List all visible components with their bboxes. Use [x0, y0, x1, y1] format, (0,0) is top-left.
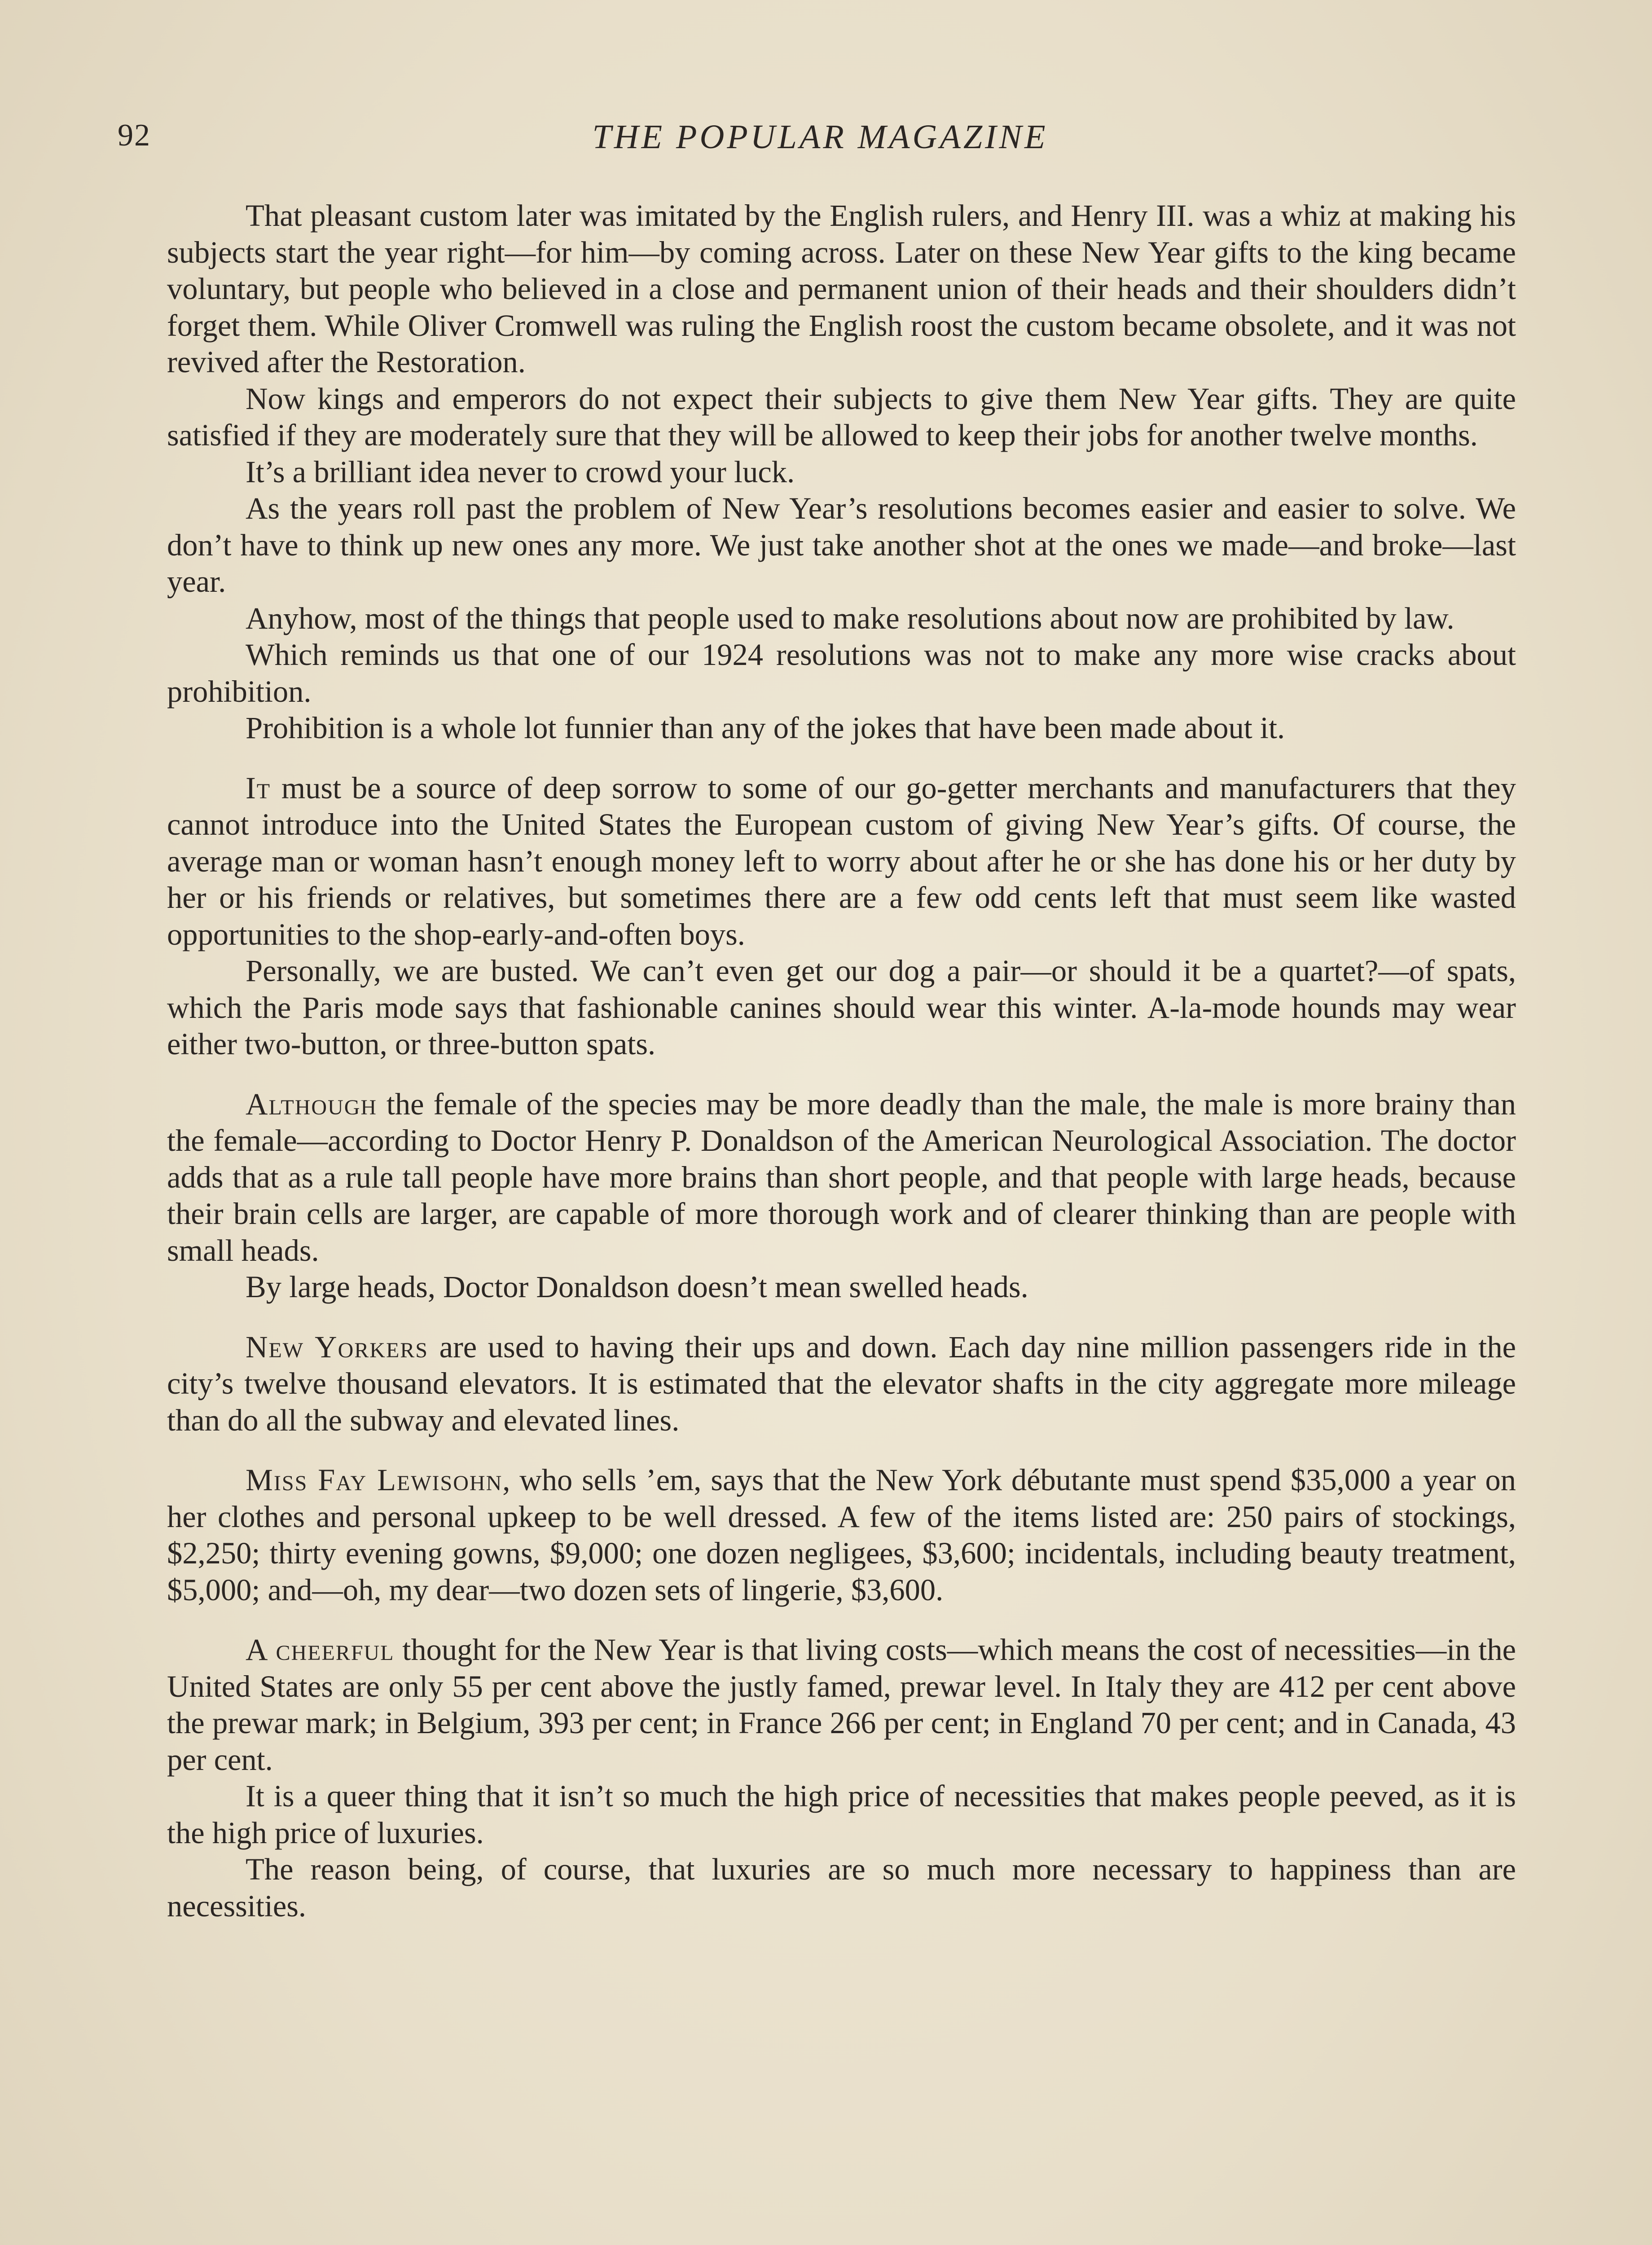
paragraph-text: the female of the species may be more deadly than the male, the male is more brainy than the female—according to Doctor Henry P. Donaldson of the American Neurological Association. The doctor adds that as a rule tall people have more brains than short people, and that people with large heads, because their brain cells are larger, are capable of more thorough work and of clearer thinking than are people with small heads.: [167, 1087, 1516, 1268]
paragraph-text: Now kings and emperors do not expect their subjects to give them New Year gifts. They are quite satisfied if they are moderately sure that they will be allowed to keep their jobs for another twelve months.: [167, 381, 1516, 452]
page-number: 92: [118, 118, 151, 153]
paragraph-text: That pleasant custom later was imitated by the English rulers, and Henry III. was a whiz at making his subjects start the year right—for him—by coming across. Later on these New Year gifts to the king became voluntary, but people who believed in a close and permanent union of their heads and their shoulders didn’t forget them. While Oliver Cromwell was ruling the English roost the custom became obsolete, and it was not revived after the Restoration.: [167, 198, 1516, 379]
paragraph-text: It’s a brilliant idea never to crowd your luck.: [246, 454, 795, 489]
paragraph: [167, 1462, 1516, 1608]
paragraph-text: Personally, we are busted. We can’t even get our dog a pair—or should it be a quartet?—of spats, which the Paris mode says that fashionable canines should wear this winter. A-la-mode hounds may wear either two-button, or three-button spats.: [167, 954, 1516, 1061]
paragraph-text: thought for the New Year is that living costs—which means the cost of necessities—in the United States are only 55 per cent above the justly famed, prewar level. In Italy they are 412 per cent above the prewar mark; in Belgium, 393 per cent; in France 266 per cent; in England 70 per cent; and in Canada, 43 per cent.: [167, 1633, 1516, 1777]
paragraph: [167, 710, 1516, 747]
paragraph: [167, 381, 1516, 454]
article-body: [167, 198, 1516, 1948]
paragraph: [167, 953, 1516, 1063]
paragraph: [167, 1632, 1516, 1778]
paragraph: [167, 600, 1516, 637]
paragraph: [167, 637, 1516, 710]
paragraph: [167, 490, 1516, 600]
paragraph: [167, 1851, 1516, 1924]
section-lead-smallcaps: New Yorkers: [246, 1329, 428, 1364]
article-section: [167, 1632, 1516, 1924]
paragraph-text: It is a queer thing that it isn’t so much the high price of necessities that makes people peeved, as it is the high price of luxuries.: [167, 1779, 1516, 1850]
paragraph-text: , who sells ’em, says that the New York débutante must spend $35,000 a year on her clothes and personal upkeep to be well dressed. A few of the items listed are: 250 pairs of stockings, $2,250; thirty evening gowns, $9,000; one dozen negligees, $3,600; incidentals, including beauty treatment, $5,000; and—oh, my dear—two dozen sets of lingerie, $3,600.: [167, 1463, 1516, 1607]
paragraph-text: The reason being, of course, that luxuries are so much more necessary to happiness than are necessities.: [167, 1852, 1516, 1923]
paragraph-text: Which reminds us that one of our 1924 resolutions was not to make any more wise cracks about prohibition.: [167, 638, 1516, 709]
paragraph-text: Prohibition is a whole lot funnier than any of the jokes that have been made about it.: [246, 711, 1285, 745]
running-head: THE POPULAR MAGAZINE: [592, 118, 1048, 156]
section-lead-smallcaps: Miss Fay Lewisohn: [246, 1463, 503, 1497]
section-lead-smallcaps: A cheerful: [246, 1633, 395, 1667]
paragraph: [167, 1086, 1516, 1269]
paragraph-text: By large heads, Doctor Donaldson doesn’t mean swelled heads.: [246, 1270, 1028, 1304]
article-section: [167, 1462, 1516, 1608]
paragraph-text: must be a source of deep sorrow to some of our go-getter merchants and manufacturers that they cannot introduce into the United States the European custom of giving New Year’s gifts. Of course, the average man or woman hasn’t enough money left to worry about after he or she has done his or her duty by her or his friends or relatives, but sometimes there are a few odd cents left that must seem like wasted opportunities to the shop-early-and-often boys.: [167, 770, 1516, 951]
article-section: [167, 1329, 1516, 1439]
section-lead-smallcaps: It: [246, 770, 271, 805]
paragraph: [167, 454, 1516, 491]
article-section: [167, 1086, 1516, 1306]
paragraph-text: As the years roll past the problem of New Year’s resolutions becomes easier and easier to solve. We don’t have to think up new ones any more. We just take another shot at the ones we made—and broke—last year.: [167, 491, 1516, 599]
paragraph: [167, 770, 1516, 953]
section-lead-smallcaps: Although: [246, 1087, 378, 1121]
paragraph: [167, 1269, 1516, 1306]
paragraph: [167, 1778, 1516, 1851]
page-header: [118, 118, 1523, 158]
paragraph-text: are used to having their ups and down. Each day nine million passengers ride in the city’s twelve thousand elevators. It is estimated that the elevator shafts in the city aggregate more mileage than do all the subway and elevated lines.: [167, 1329, 1516, 1437]
paragraph: [167, 198, 1516, 381]
article-section: [167, 770, 1516, 1063]
paragraph-text: Anyhow, most of the things that people used to make resolutions about now are prohibited by law.: [246, 601, 1454, 635]
paragraph: [167, 1329, 1516, 1439]
article-section: [167, 198, 1516, 747]
